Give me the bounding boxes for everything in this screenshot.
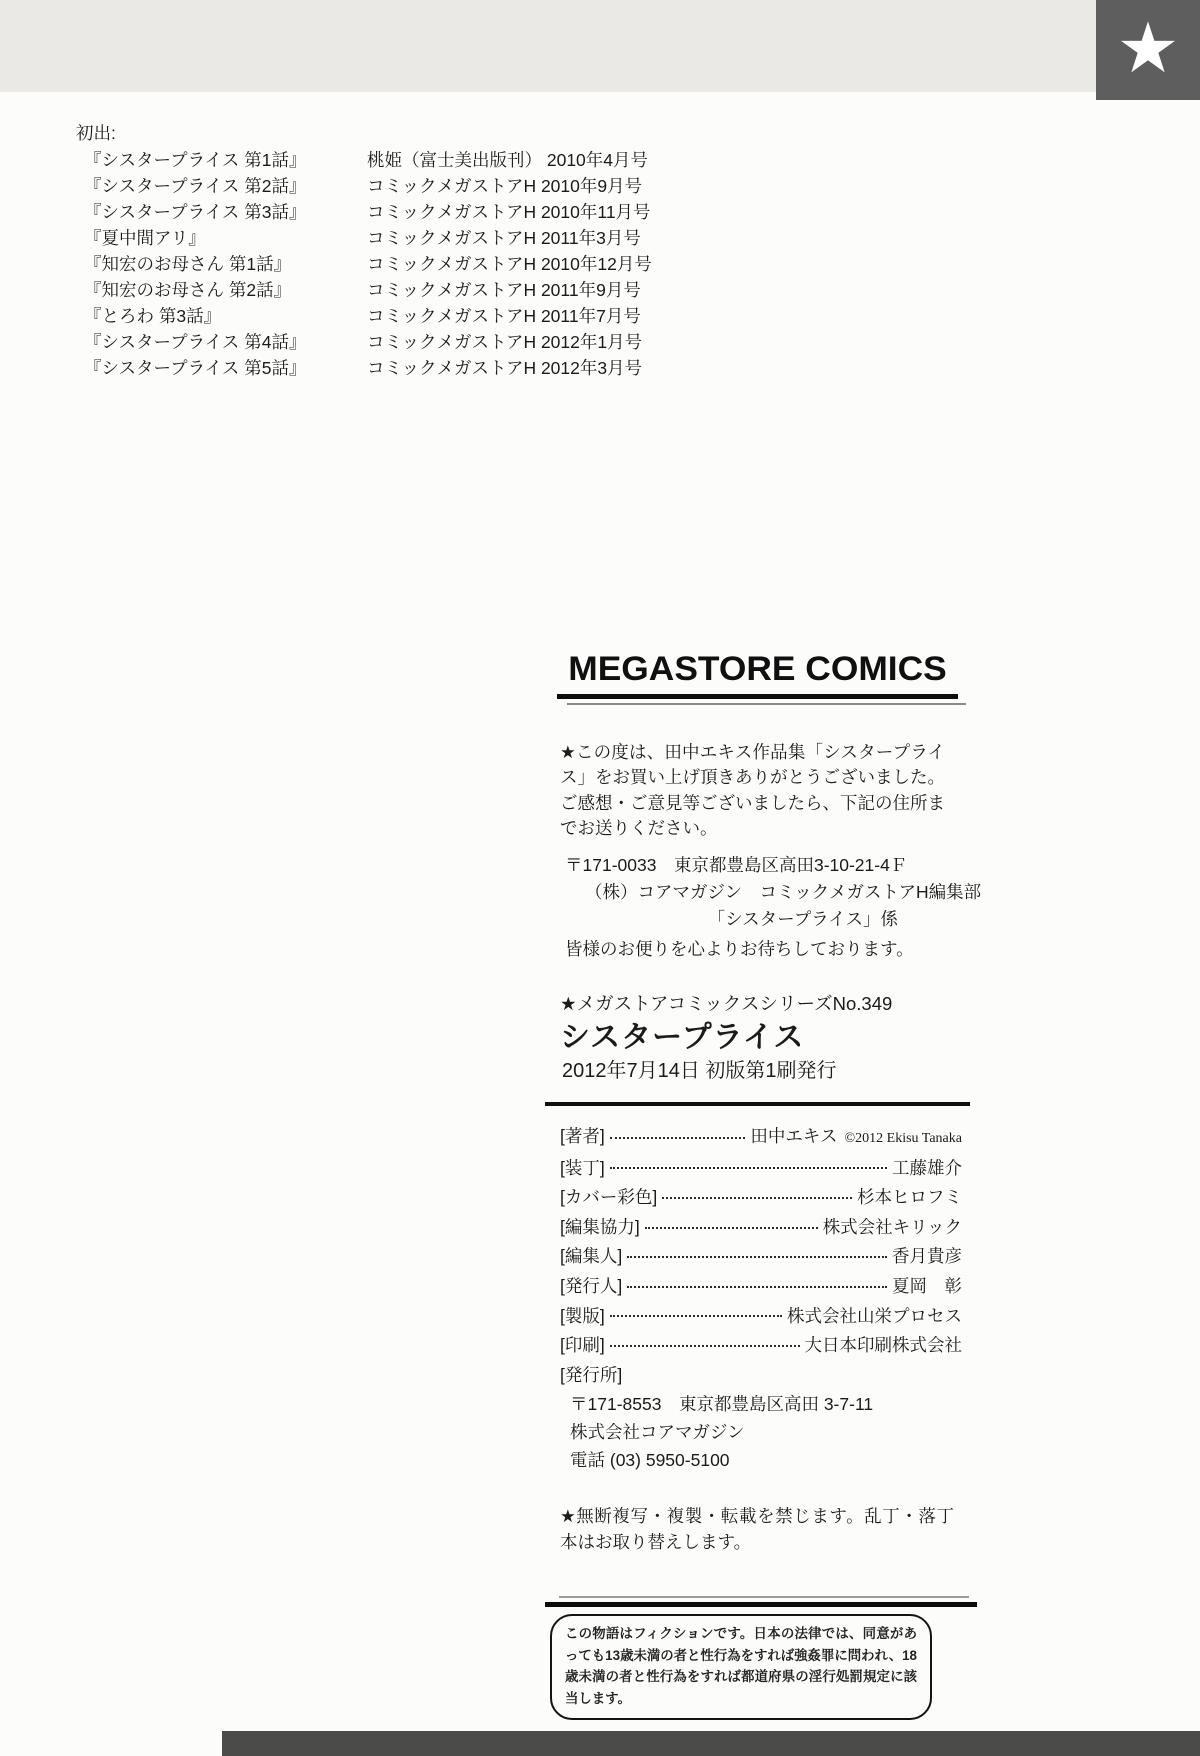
episode-source: コミックメガストアH 2010年11月号 [367, 202, 651, 222]
publisher-label: [発行所] [560, 1365, 623, 1385]
publisher-phone: 電話 (03) 5950-5100 [570, 1450, 730, 1470]
episode-title: 『シスタープライス 第1話』 [84, 150, 307, 170]
dot-leader [627, 1256, 887, 1258]
list-item [76, 329, 652, 355]
episode-source: コミックメガストアH 2010年12月号 [367, 254, 652, 274]
credit-row [560, 1213, 962, 1243]
credit-label: [製版] [560, 1305, 605, 1326]
megastore-logo-text: MEGASTORE COMICS [568, 650, 947, 688]
list-item [76, 173, 652, 199]
credit-label: [印刷] [560, 1335, 605, 1356]
credit-label: [装丁] [560, 1157, 605, 1178]
credit-value: 香月貴彦 [892, 1246, 962, 1267]
episode-source: コミックメガストアH 2011年7月号 [367, 306, 641, 326]
dot-leader [662, 1197, 852, 1199]
episode-title: 『シスタープライス 第5話』 [84, 358, 307, 378]
list-item [76, 303, 652, 329]
bottom-scan-band [222, 1731, 1200, 1756]
credit-label: [編集協力] [560, 1216, 640, 1237]
credit-value: 田中エキス [750, 1126, 838, 1146]
list-item [76, 277, 652, 303]
episode-source: コミックメガストアH 2010年9月号 [367, 176, 643, 196]
credit-value: 夏岡 彰 [892, 1275, 962, 1296]
credit-label: [著者] [560, 1126, 605, 1146]
credit-label: [発行人] [560, 1275, 623, 1296]
logo-rule-thin [567, 703, 966, 705]
episode-title: 『シスタープライス 第2話』 [84, 176, 307, 196]
episode-source: コミックメガストアH 2011年3月号 [367, 228, 641, 248]
dot-leader [610, 1345, 800, 1347]
first-publication-list [76, 120, 652, 381]
credit-label: [編集人] [560, 1246, 623, 1267]
dot-leader [645, 1227, 818, 1229]
list-item [76, 225, 652, 251]
credit-row [560, 1302, 962, 1332]
editorial-address-line2: （株）コアマガジン コミックメガストアH編集部 [585, 882, 982, 902]
dot-leader [627, 1286, 887, 1288]
list-item [76, 147, 652, 173]
dot-leader [610, 1167, 887, 1169]
episode-source: コミックメガストアH 2012年3月号 [367, 358, 643, 378]
credit-row [560, 1242, 962, 1272]
edition-date: 2012年7月14日 初版第1刷発行 [562, 1060, 837, 1082]
episode-title: 『シスタープライス 第3話』 [84, 202, 307, 222]
publisher-company: 株式会社コアマガジン [570, 1422, 745, 1442]
credit-value: 株式会社キリック [822, 1216, 962, 1237]
episode-title: 『夏中間アリ』 [84, 228, 206, 248]
episode-title: 『とろわ 第3話』 [84, 306, 222, 326]
copyright-note: ©2012 Ekisu Tanaka [844, 1131, 962, 1146]
logo-rule-thick [557, 694, 958, 699]
copyright-warning: ★無断複写・複製・転載を禁じます。乱丁・落丁本はお取り替えします。 [560, 1506, 954, 1552]
list-item [76, 251, 652, 277]
episode-title: 『知宏のお母さん 第2話』 [84, 280, 292, 300]
megastore-logo [557, 650, 958, 705]
credit-row [560, 1154, 962, 1184]
series-number-line: ★メガストアコミックスシリーズNo.349 [560, 993, 893, 1014]
credit-row [560, 1331, 962, 1361]
list-item [76, 199, 652, 225]
first-publication-heading: 初出: [76, 123, 116, 143]
star-icon: ★ [1116, 9, 1180, 87]
dot-leader [610, 1315, 782, 1317]
top-scan-band [0, 0, 1200, 92]
episode-title: 『知宏のお母さん 第1話』 [84, 254, 292, 274]
credit-row [560, 1122, 962, 1154]
publisher-postal-address: 〒171-8553 東京都豊島区高田 3-7-11 [570, 1394, 874, 1414]
credit-value: 工藤雄介 [892, 1157, 962, 1178]
credits-list [560, 1122, 962, 1361]
editorial-address-line3: 「シスタープライス」係 [707, 909, 898, 929]
dot-leader [610, 1137, 746, 1139]
credit-row [560, 1272, 962, 1302]
list-item [76, 355, 652, 381]
episode-source: コミックメガストアH 2012年1月号 [367, 332, 643, 352]
book-title: シスタープライス [560, 1021, 805, 1054]
thanks-paragraph: ★この度は、田中エキス作品集「シスタープライス」をお買い上げ頂きありがとうございました。ご感想・ご意見等ございましたら、下記の住所までお送りください。 [560, 742, 945, 839]
episode-title: 『シスタープライス 第4話』 [84, 332, 307, 352]
credit-value: 杉本ヒロフミ [857, 1187, 962, 1208]
credits-top-rule [545, 1102, 970, 1106]
fiction-disclaimer-box: この物語はフィクションです。日本の法律では、同意があっても13歳未満の者と性行為をすれば強姦罪に問われ、18歳未満の者と性行為をすれば都道府県の淫行処罰規定に該当します。 [550, 1614, 932, 1720]
credit-row [560, 1183, 962, 1213]
bottom-rule-thin [559, 1596, 969, 1598]
credit-value: 大日本印刷株式会社 [804, 1335, 962, 1356]
waiting-note: 皆様のお便りを心よりお待ちしております。 [565, 939, 914, 959]
corner-marker [1096, 0, 1200, 100]
credit-value: 株式会社山栄プロセス [787, 1305, 962, 1326]
credit-label: [カバー彩色] [560, 1187, 658, 1208]
editorial-address-line1: 〒171-0033 東京都豊島区高田3-10-21-4Ｆ [565, 855, 908, 875]
bottom-rule-thick [545, 1602, 977, 1607]
episode-source: 桃姫（富士美出版刊） 2010年4月号 [367, 150, 649, 170]
episode-source: コミックメガストアH 2011年9月号 [367, 280, 641, 300]
